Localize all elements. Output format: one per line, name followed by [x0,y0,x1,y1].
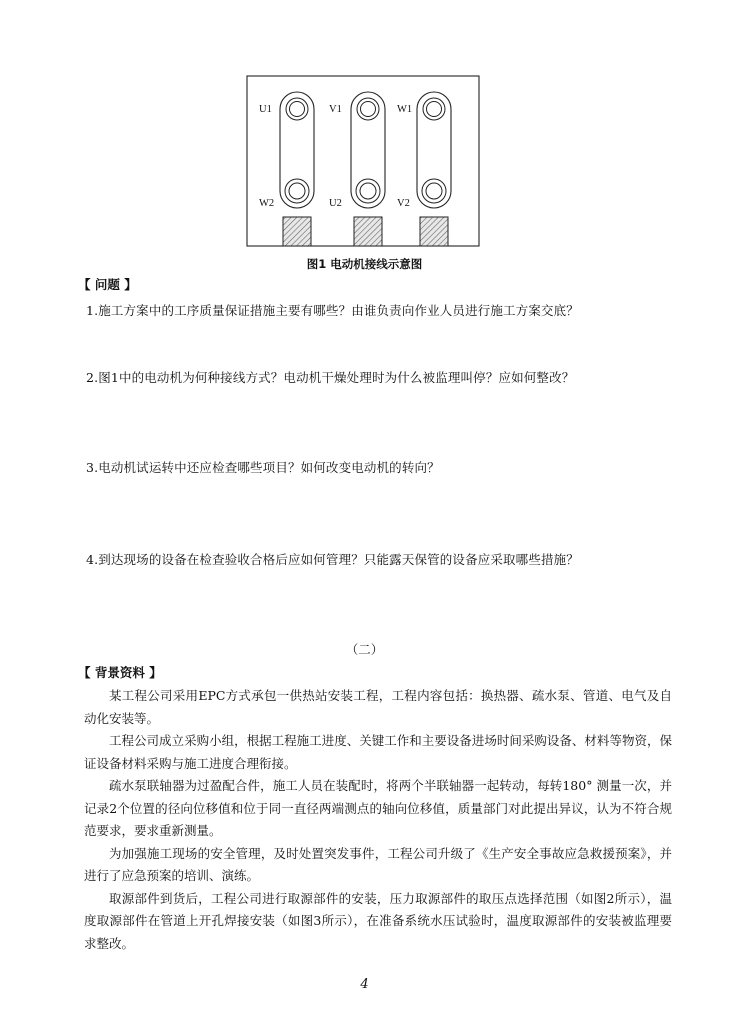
supply-lead-3 [420,217,448,246]
section-title: （二） [345,642,384,657]
question-1: 1.施工方案中的工序质量保证措施主要有哪些？由谁负责向作业人员进行施工方案交底？ [86,303,579,318]
supply-lead-1 [283,217,311,246]
background-paragraph: 工程公司成立采购小组，根据工程施工进度、关键工作和主要设备进场时间采购设备、材料等物资，保证设备材料采购与施工进度合理衔接。 [84,733,672,771]
background-paragraph: 为加强施工现场的安全管理，及时处置突发事件，工程公司升级了《生产安全事故应急救援预案》，并进行了应急预案的培训、演练。 [84,845,672,883]
link-strap-1 [280,92,314,208]
background-paragraph: 取源部件到货后，工程公司进行取源部件的安装，压力取源部件的取压点选择范围（如图2所示），温度取源部件在管道上开孔焊接安装（如图3所示），在准备系统水压试验时，温度取源部件的安装被监理要求整改。 [84,890,672,951]
background-heading: 【 背景资料 】 [78,665,162,680]
label-V1: V1 [329,104,342,115]
motor-wiring-diagram [240,70,484,250]
label-U1: U1 [259,104,272,115]
question-4: 4.到达现场的设备在检查验收合格后应如何管理？只能露天保管的设备应采取哪些措施？ [86,552,579,567]
question-2: 2.图1中的电动机为何种接线方式？电动机干燥处理时为什么被监理叫停？应如何整改？ [86,370,575,385]
questions-heading: 【 问题 】 [78,277,137,292]
link-strap-3 [417,92,451,208]
question-3: 3.电动机试运转中还应检查哪些项目？如何改变电动机的转向？ [86,460,440,475]
label-V2: V2 [397,198,410,209]
page-number: 4 [360,977,369,992]
supply-lead-2 [354,217,382,246]
label-W1: W1 [397,104,413,115]
label-W2: W2 [259,198,275,209]
background-text [84,685,672,955]
label-U2: U2 [329,198,342,209]
figure-caption: 图1 电动机接线示意图 [306,257,423,271]
background-paragraph: 疏水泵联轴器为过盈配合件，施工人员在装配时，将两个半联轴器一起转动，每转180° 测量一次，并记录2个位置的径向位移值和位于同一直径两端测点的轴向位移值，质量部门对此提出异议，认为不符合规范要求，要求重新测量。 [84,778,672,838]
background-paragraph: 某工程公司采用EPC方式承包一供热站安装工程，工程内容包括：换热器、疏水泵、管道、电气及自动化安装等。 [84,688,672,726]
link-strap-2 [351,92,385,208]
